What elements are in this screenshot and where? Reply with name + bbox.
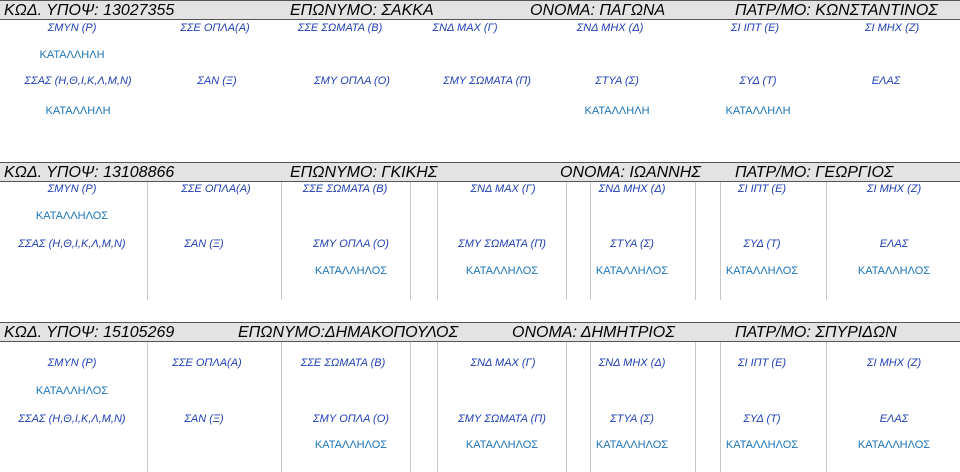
suitability-value: ΚΑΤΑΛΛΗΛΟΣ	[725, 265, 799, 277]
header-surname: ΕΠΩΝΥΜΟ: ΓΚΙΚΗΣ	[290, 164, 438, 181]
category-label: ΣΜΥΝ (Ρ)	[47, 22, 97, 34]
category-label: ΕΛΑΣ	[879, 413, 909, 425]
column-separator	[590, 182, 591, 300]
category-label: ΣΙ ΙΠΤ (Ε)	[730, 22, 780, 34]
category-label: ΣΤΥΑ (Σ)	[610, 238, 654, 250]
suitability-value: ΚΑΤΑΛΛΗΛΗ	[39, 49, 105, 61]
category-label: ΕΛΑΣ	[871, 75, 901, 87]
column-separator	[590, 342, 591, 472]
column-separator	[720, 342, 721, 472]
suitability-value: ΚΑΤΑΛΛΗΛΟΣ	[465, 439, 539, 451]
category-label: ΣΝΔ ΜΗΧ (Δ)	[598, 183, 666, 195]
category-label: ΣΙ ΙΠΤ (Ε)	[737, 183, 787, 195]
category-label: ΣΝΔ ΜΗΧ (Δ)	[598, 357, 666, 369]
category-label: ΣΜΥ ΣΩΜΑΤΑ (Π)	[443, 75, 531, 87]
category-label: ΣΙ ΜΗΧ (Ζ)	[864, 22, 920, 34]
category-label: ΣΣΕ ΟΠΛΑ(Α)	[180, 22, 250, 34]
category-label: ΣΥΔ (Τ)	[739, 75, 777, 87]
suitability-value: ΚΑΤΑΛΛΗΛΟΣ	[595, 439, 669, 451]
suitability-value: ΚΑΤΑΛΛΗΛΟΣ	[35, 210, 109, 222]
category-label: ΣΙ ΜΗΧ (Ζ)	[866, 183, 922, 195]
column-separator	[281, 342, 282, 472]
column-separator	[826, 342, 827, 472]
category-label: ΣΜΥ ΟΠΛΑ (Ο)	[313, 413, 389, 425]
category-label: ΣΣΕ ΟΠΛΑ(Α)	[181, 183, 251, 195]
column-separator	[437, 182, 438, 300]
suitability-value: ΚΑΤΑΛΛΗΛΟΣ	[857, 265, 931, 277]
category-label: ΣΥΔ (Τ)	[743, 238, 781, 250]
suitability-value: ΚΑΤΑΛΛΗΛΗ	[45, 105, 111, 117]
header-name: ΟΝΟΜΑ: ΠΑΓΩΝΑ	[530, 2, 666, 19]
category-label: ΣΥΔ (Τ)	[743, 413, 781, 425]
category-label: ΣΜΥ ΣΩΜΑΤΑ (Π)	[458, 413, 546, 425]
category-label: ΣΣΑΣ (Η,Θ,Ι,Κ,Λ,Μ,Ν)	[24, 75, 132, 87]
suitability-value: ΚΑΤΑΛΛΗΛΟΣ	[314, 439, 388, 451]
suitability-value: ΚΑΤΑΛΛΗΛΟΣ	[35, 385, 109, 397]
column-separator	[147, 342, 148, 472]
header-code: ΚΩΔ. ΥΠΟΨ: 15105269	[4, 324, 175, 341]
column-separator	[566, 342, 567, 472]
column-separator	[720, 182, 721, 300]
category-label: ΣΜΥΝ (Ρ)	[47, 357, 97, 369]
category-label: ΣΤΥΑ (Σ)	[595, 75, 639, 87]
suitability-value: ΚΑΤΑΛΛΗΛΗ	[584, 105, 650, 117]
category-label: ΣΣΕ ΣΩΜΑΤΑ (Β)	[300, 357, 386, 369]
suitability-value: ΚΑΤΑΛΛΗΛΟΣ	[314, 265, 388, 277]
column-separator	[437, 342, 438, 472]
category-label: ΣΣΕ ΣΩΜΑΤΑ (Β)	[302, 183, 388, 195]
suitability-value: ΚΑΤΑΛΛΗΛΟΣ	[595, 265, 669, 277]
category-label: ΣΤΥΑ (Σ)	[610, 413, 654, 425]
suitability-value: ΚΑΤΑΛΛΗΛΟΣ	[465, 265, 539, 277]
header-name: ΟΝΟΜΑ: ΔΗΜΗΤΡΙΟΣ	[512, 324, 675, 341]
record-header	[0, 0, 960, 20]
header-code: ΚΩΔ. ΥΠΟΨ: 13108866	[4, 164, 175, 181]
category-label: ΣΣΕ ΟΠΛΑ(Α)	[172, 357, 242, 369]
column-separator	[410, 182, 411, 300]
category-label: ΣΑΝ (Ξ)	[197, 75, 237, 87]
header-father: ΠΑΤΡ/ΜΟ: ΚΩΝΣΤΑΝΤΙΝΟΣ	[735, 2, 938, 19]
header-father: ΠΑΤΡ/ΜΟ: ΣΠΥΡΙΔΩΝ	[735, 324, 897, 341]
record-header	[0, 322, 960, 342]
column-separator	[695, 342, 696, 472]
suitability-value: ΚΑΤΑΛΛΗΛΗ	[725, 105, 791, 117]
header-surname: ΕΠΩΝΥΜΟ: ΣΑΚΚΑ	[290, 2, 434, 19]
column-separator	[281, 182, 282, 300]
suitability-value: ΚΑΤΑΛΛΗΛΟΣ	[857, 439, 931, 451]
category-label: ΣΜΥ ΟΠΛΑ (Ο)	[314, 75, 390, 87]
category-label: ΣΝΔ ΜΑΧ (Γ)	[470, 357, 536, 369]
category-label: ΣΜΥ ΣΩΜΑΤΑ (Π)	[458, 238, 546, 250]
category-label: ΣΝΔ ΜΑΧ (Γ)	[432, 22, 498, 34]
category-label: ΣΙ ΜΗΧ (Ζ)	[866, 357, 922, 369]
category-label: ΣΑΝ (Ξ)	[184, 238, 224, 250]
column-separator	[826, 182, 827, 300]
header-surname: ΕΠΩΝΥΜΟ:ΔΗΜΑΚΟΠΟΥΛΟΣ	[238, 324, 459, 341]
column-separator	[147, 182, 148, 300]
column-separator	[695, 182, 696, 300]
category-label: ΣΝΔ ΜΑΧ (Γ)	[470, 183, 536, 195]
category-label: ΣΣΕ ΣΩΜΑΤΑ (Β)	[297, 22, 383, 34]
category-label: ΣΜΥΝ (Ρ)	[47, 183, 97, 195]
category-label: ΣΙ ΙΠΤ (Ε)	[737, 357, 787, 369]
category-label: ΣΝΔ ΜΗΧ (Δ)	[576, 22, 644, 34]
record-header	[0, 162, 960, 182]
category-label: ΣΣΑΣ (Η,Θ,Ι,Κ,Λ,Μ,Ν)	[18, 238, 126, 250]
header-father: ΠΑΤΡ/ΜΟ: ΓΕΩΡΓΙΟΣ	[735, 164, 894, 181]
category-label: ΣΑΝ (Ξ)	[184, 413, 224, 425]
header-code: ΚΩΔ. ΥΠΟΨ: 13027355	[4, 2, 175, 19]
suitability-value: ΚΑΤΑΛΛΗΛΟΣ	[725, 439, 799, 451]
header-name: ΟΝΟΜΑ: ΙΩΑΝΝΗΣ	[560, 164, 701, 181]
column-separator	[410, 342, 411, 472]
category-label: ΣΜΥ ΟΠΛΑ (Ο)	[313, 238, 389, 250]
category-label: ΣΣΑΣ (Η,Θ,Ι,Κ,Λ,Μ,Ν)	[18, 413, 126, 425]
category-label: ΕΛΑΣ	[879, 238, 909, 250]
column-separator	[566, 182, 567, 300]
